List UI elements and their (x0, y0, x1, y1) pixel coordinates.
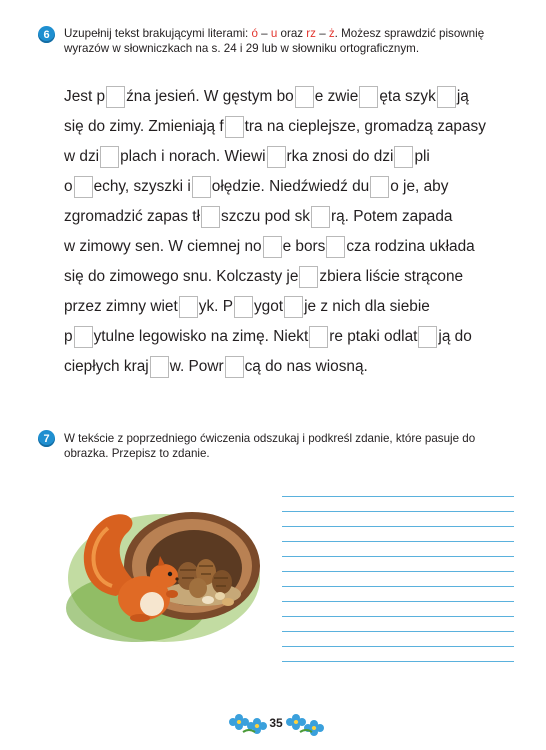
letter-gap-box[interactable] (74, 326, 93, 348)
letter-gap-box[interactable] (263, 236, 282, 258)
text-line-1 (64, 82, 524, 112)
text-fragment: cza rodzina układa (346, 238, 475, 255)
text-fragment: e bors (282, 238, 326, 255)
letter-gap-box[interactable] (311, 206, 330, 228)
text-line-9 (64, 322, 524, 352)
writing-line[interactable] (282, 616, 514, 617)
writing-line[interactable] (282, 601, 514, 602)
text-fragment: ją (456, 88, 469, 105)
writing-line[interactable] (282, 556, 514, 557)
instruction-text-line2: wyrazów w słowniczkach na s. 24 i 29 lub w słowniku ortograficznym. (64, 42, 420, 55)
text-fragment: w zimowy sen. W ciemnej no (64, 238, 262, 255)
gap-fill-text (64, 82, 524, 382)
text-fragment: ygot (253, 298, 284, 315)
instruction-text: Uzupełnij tekst brakującymi literami: (64, 27, 252, 40)
letter-gap-box[interactable] (299, 266, 318, 288)
text-fragment: e zwie (314, 88, 359, 105)
exercise-6-instruction (64, 26, 534, 56)
text-fragment: cą do nas wiosną. (244, 358, 368, 375)
writing-line[interactable] (282, 541, 514, 542)
text-line-10 (64, 352, 524, 382)
text-fragment: Jest p (64, 88, 106, 105)
writing-line[interactable] (282, 586, 514, 587)
letter-gap-box[interactable] (201, 206, 220, 228)
letter-gap-box[interactable] (150, 356, 169, 378)
letter-gap-box[interactable] (225, 116, 244, 138)
squirrel-head (150, 564, 178, 588)
writing-line[interactable] (282, 511, 514, 512)
text-fragment: yk. P (198, 298, 233, 315)
letter-gap-box[interactable] (100, 146, 119, 168)
text-fragment: plach i norach. Wiewi (120, 148, 266, 165)
writing-line[interactable] (282, 631, 514, 632)
text-line-3 (64, 142, 524, 172)
text-fragment: zgromadzić zapas tł (64, 208, 201, 225)
letter-gap-box[interactable] (437, 86, 456, 108)
dash: – (257, 27, 271, 40)
letter-gap-box[interactable] (106, 86, 125, 108)
instruction-text: W tekście z poprzedniego ćwiczenia odszukaj i podkreśl zdanie, które pasuje do (64, 432, 476, 445)
letter-o-acute: ó (251, 27, 258, 40)
text-fragment: w dzi (64, 148, 100, 165)
text-line-2 (64, 112, 524, 142)
text-line-6 (64, 232, 524, 262)
text-fragment: ołędzie. Niedźwiedź du (211, 178, 370, 195)
letter-gap-box[interactable] (192, 176, 211, 198)
writing-line[interactable] (282, 571, 514, 572)
text-fragment: rą. Potem zapada (330, 208, 453, 225)
squirrel-eye (168, 572, 172, 576)
text-line-7 (64, 262, 524, 292)
squirrel-foot (130, 614, 150, 622)
text-fragment: je z nich dla siebie (304, 298, 430, 315)
text-fragment: ciepłych kraj (64, 358, 149, 375)
squirrel-paw (166, 590, 178, 598)
page-number: 35 (269, 716, 283, 730)
letter-gap-box[interactable] (326, 236, 345, 258)
text-fragment: p (64, 328, 73, 345)
text-fragment: re ptaki odlat (329, 328, 418, 345)
text-fragment: ytulne legowisko na zimę. Niekt (93, 328, 309, 345)
text-fragment: o je, aby (390, 178, 449, 195)
exercise-7-instruction (64, 431, 534, 461)
text-fragment: tra na cieplejsze, gromadzą zapasy (244, 118, 486, 135)
letter-gap-box[interactable] (309, 326, 328, 348)
writing-line[interactable] (282, 661, 514, 662)
text-line-8 (64, 292, 524, 322)
letter-gap-box[interactable] (359, 86, 378, 108)
text-fragment: pli (414, 148, 430, 165)
text-fragment: rka znosi do dzi (286, 148, 394, 165)
text-fragment: się do zimy. Zmieniają f (64, 118, 224, 135)
text-fragment: ęta szyk (379, 88, 436, 105)
letter-gap-box[interactable] (267, 146, 286, 168)
letter-gap-box[interactable] (234, 296, 253, 318)
letter-gap-box[interactable] (394, 146, 413, 168)
instruction-text-line2: obrazka. Przepisz to zdanie. (64, 447, 210, 460)
text-fragment: echy, szyszki i (93, 178, 191, 195)
text-line-4 (64, 172, 524, 202)
writing-line[interactable] (282, 646, 514, 647)
letter-gap-box[interactable] (418, 326, 437, 348)
text-fragment: przez zimny wiet (64, 298, 178, 315)
text-fragment: się do zimowego snu. Kolczasty je (64, 268, 299, 285)
dash: – (315, 27, 329, 40)
letter-gap-box[interactable] (225, 356, 244, 378)
exercise-number: 7 (43, 432, 50, 445)
text-fragment: ją do (438, 328, 472, 345)
letter-z-dot: ż (328, 27, 335, 40)
letter-u: u (270, 27, 278, 40)
text-fragment: w. Powr (169, 358, 224, 375)
letter-gap-box[interactable] (295, 86, 314, 108)
letter-gap-box[interactable] (179, 296, 198, 318)
text-fragment: szczu pod sk (221, 208, 310, 225)
letter-gap-box[interactable] (74, 176, 93, 198)
text-line-5 (64, 202, 524, 232)
writing-line[interactable] (282, 496, 514, 497)
flower-decoration-right (284, 710, 324, 738)
text-fragment: zbiera liście strącone (319, 268, 464, 285)
letter-gap-box[interactable] (370, 176, 389, 198)
squirrel-illustration (66, 498, 262, 646)
squirrel-belly (140, 592, 164, 616)
flower-decoration-left (229, 710, 269, 738)
letter-rz: rz (306, 27, 316, 40)
letter-gap-box[interactable] (284, 296, 303, 318)
text-fragment: źna jesień. W gęstym bo (126, 88, 294, 105)
instruction-text: . Możesz sprawdzić pisownię (334, 27, 485, 40)
exercise-6-number-badge (38, 26, 55, 43)
exercise-7-number-badge (38, 430, 55, 447)
writing-line[interactable] (282, 526, 514, 527)
exercise-number: 6 (43, 28, 50, 41)
conjunction: oraz (277, 27, 307, 40)
text-fragment: o (64, 178, 73, 195)
